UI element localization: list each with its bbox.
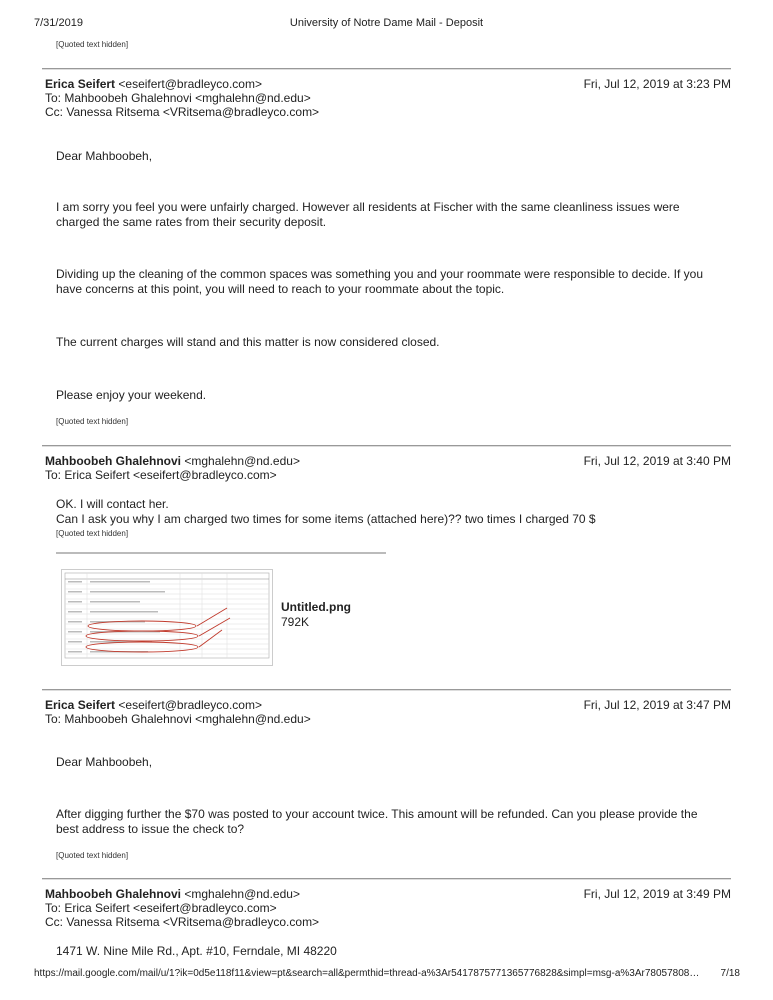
cc-line: Cc: Vanessa Ritsema <VRitsema@bradleyco.com>	[45, 105, 320, 119]
page-title: University of Notre Dame Mail - Deposit	[289, 17, 484, 29]
attachment-filename[interactable]: Untitled.png	[281, 600, 351, 614]
message-paragraph: Please enjoy your weekend.	[56, 388, 207, 402]
message-paragraph: I am sorry you feel you were unfairly charged. However all residents at Fischer with the same cleanliness issues were charged the same rates from their security deposit.	[56, 200, 680, 229]
attachment-thumbnail[interactable]	[61, 569, 273, 666]
sender-name: Mahboobeh Ghalehnovi	[45, 454, 182, 468]
sender-email[interactable]: <mghalehn@nd.edu>	[184, 454, 300, 468]
to-line: To: Mahboobeh Ghalehnovi <mghalehn@nd.edu>	[45, 91, 311, 105]
sender	[45, 887, 300, 901]
to-line: To: Erica Seifert <eseifert@bradleyco.com>	[45, 901, 277, 915]
message-line: OK. I will contact her.	[56, 497, 169, 511]
message-timestamp: Fri, Jul 12, 2019 at 3:49 PM	[583, 887, 731, 901]
message-header	[45, 887, 731, 929]
message-header	[45, 698, 731, 726]
message-line: 1471 W. Nine Mile Rd., Apt. #10, Ferndale, MI 48220	[56, 944, 337, 958]
message-timestamp: Fri, Jul 12, 2019 at 3:40 PM	[583, 454, 731, 468]
message-divider	[42, 689, 731, 690]
attachment-preview-image	[62, 570, 272, 665]
message-timestamp: Fri, Jul 12, 2019 at 3:47 PM	[583, 698, 731, 712]
message-paragraph: After digging further the $70 was posted to your account twice. This amount will be refunded. Can you please provide the best address to issue the check to?	[56, 807, 698, 836]
message-line: Can I ask you why I am charged two times for some items (attached here)?? two times I charged 70 $	[56, 512, 596, 526]
sender	[45, 698, 262, 712]
message-header	[45, 77, 731, 119]
message-divider	[42, 445, 731, 446]
quoted-text-hidden[interactable]: [Quoted text hidden]	[56, 40, 129, 49]
sender	[45, 77, 262, 91]
sender-name: Mahboobeh Ghalehnovi	[45, 887, 182, 901]
quoted-text-hidden[interactable]: [Quoted text hidden]	[56, 529, 129, 538]
message-paragraph: Dear Mahboobeh,	[56, 755, 153, 769]
message-divider	[42, 878, 731, 879]
cc-line: Cc: Vanessa Ritsema <VRitsema@bradleyco.com>	[45, 915, 320, 929]
sender	[45, 454, 300, 468]
sender-email[interactable]: <mghalehn@nd.edu>	[184, 887, 300, 901]
sender-name: Erica Seifert	[45, 77, 116, 91]
page-date: 7/31/2019	[34, 17, 83, 29]
to-line: To: Mahboobeh Ghalehnovi <mghalehn@nd.edu>	[45, 712, 311, 726]
message-header	[45, 454, 731, 482]
attachment-size: 792K	[281, 615, 310, 629]
sender-name: Erica Seifert	[45, 698, 116, 712]
message-paragraph: Dear Mahboobeh,	[56, 149, 153, 163]
attachment-divider	[56, 552, 386, 554]
page-number: 7/18	[720, 968, 740, 979]
message-paragraph: The current charges will stand and this matter is now considered closed.	[56, 335, 440, 349]
message-paragraph: Dividing up the cleaning of the common spaces was something you and your roommate were responsible to decide. If you have concerns at this point, you will need to reach to your roommate about the topic.	[56, 267, 704, 296]
quoted-text-hidden[interactable]: [Quoted text hidden]	[56, 851, 129, 860]
sender-email[interactable]: <eseifert@bradleyco.com>	[118, 77, 262, 91]
page-footer-url: https://mail.google.com/mail/u/1?ik=0d5e118f11&view=pt&search=all&permthid=thread-a%3Ar5417875771365776828&simpl=msg-a%3Ar78057808…	[34, 968, 700, 979]
to-line: To: Erica Seifert <eseifert@bradleyco.com>	[45, 468, 277, 482]
quoted-text-hidden[interactable]: [Quoted text hidden]	[56, 417, 129, 426]
message-divider	[42, 68, 731, 69]
sender-email[interactable]: <eseifert@bradleyco.com>	[118, 698, 262, 712]
message-timestamp: Fri, Jul 12, 2019 at 3:23 PM	[583, 77, 731, 91]
